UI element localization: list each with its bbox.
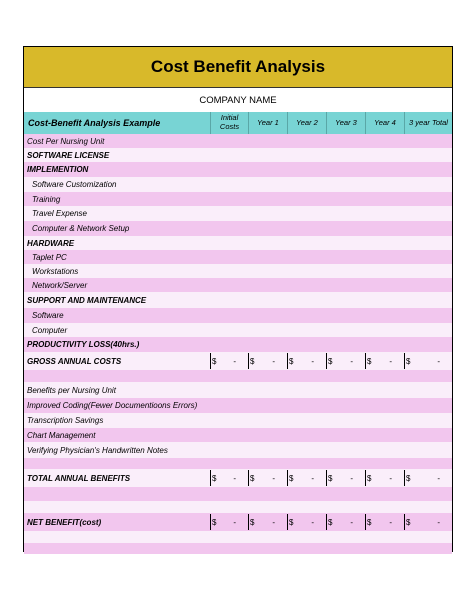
cell-value: -: [437, 356, 440, 366]
total-cell[interactable]: [404, 513, 452, 531]
table-row: [24, 458, 452, 469]
row-label: Improved Coding(Fewer Documentioons Errors): [27, 401, 198, 410]
cell-value: -: [350, 356, 353, 366]
currency-symbol: $: [289, 473, 294, 483]
row-label: SOFTWARE LICENSE: [27, 150, 110, 160]
table-row: [24, 177, 452, 192]
row-label: Network/Server: [32, 280, 88, 290]
total-cell[interactable]: [287, 352, 326, 370]
currency-symbol: $: [212, 517, 217, 527]
total-cell[interactable]: [287, 513, 326, 531]
table-row: [24, 398, 452, 413]
table-row: [24, 308, 452, 323]
row-label: TOTAL ANNUAL BENEFITS: [27, 473, 131, 483]
table-row: [24, 162, 452, 177]
total-cell[interactable]: [404, 469, 452, 487]
total-cell[interactable]: [210, 352, 248, 370]
table-row: [24, 323, 452, 337]
cell-value: -: [272, 473, 275, 483]
currency-symbol: $: [212, 356, 217, 366]
total-cell[interactable]: [365, 469, 404, 487]
table-row: [24, 469, 452, 487]
cell-value: -: [311, 356, 314, 366]
row-label: GROSS ANNUAL COSTS: [27, 356, 122, 366]
row-label: Chart Management: [27, 430, 96, 440]
column-header-year-2: Year 2: [287, 112, 326, 134]
table-row: [24, 236, 452, 250]
cell-value: -: [233, 356, 236, 366]
row-label: Cost Per Nursing Unit: [27, 136, 105, 146]
cell-value: -: [350, 473, 353, 483]
table-row: [24, 148, 452, 162]
company-name: COMPANY NAME: [199, 94, 277, 106]
currency-symbol: $: [289, 356, 294, 366]
table-row: [24, 382, 452, 398]
cell-value: -: [311, 473, 314, 483]
currency-symbol: $: [289, 517, 294, 527]
table-row: [24, 413, 452, 428]
currency-symbol: $: [250, 517, 255, 527]
total-cell[interactable]: [365, 513, 404, 531]
table-row: [24, 543, 452, 554]
cell-value: -: [389, 473, 392, 483]
currency-symbol: $: [406, 356, 411, 366]
total-cell[interactable]: [248, 352, 287, 370]
cell-value: -: [389, 356, 392, 366]
page-title: Cost Benefit Analysis: [150, 57, 326, 76]
cell-value: -: [233, 517, 236, 527]
table-row: [24, 531, 452, 543]
total-cell[interactable]: [287, 469, 326, 487]
table-row: [24, 487, 452, 501]
cell-value: -: [272, 356, 275, 366]
currency-symbol: $: [406, 517, 411, 527]
currency-symbol: $: [212, 473, 217, 483]
row-label: PRODUCTIVITY LOSS(40hrs.): [27, 340, 140, 349]
total-cell[interactable]: [326, 352, 365, 370]
currency-symbol: $: [250, 473, 255, 483]
total-cell[interactable]: [326, 513, 365, 531]
table-row: [24, 250, 452, 264]
column-header-year-1: Year 1: [248, 112, 287, 134]
total-cell[interactable]: [326, 469, 365, 487]
table-row: [24, 352, 452, 370]
table-row: [24, 134, 452, 148]
total-cell[interactable]: [210, 469, 248, 487]
table-row: [24, 192, 452, 206]
cell-value: -: [389, 517, 392, 527]
total-cell[interactable]: [365, 352, 404, 370]
table-row: [24, 264, 452, 278]
table-row: [24, 442, 452, 458]
table-row: [24, 501, 452, 513]
table-row: [24, 292, 452, 308]
total-cell[interactable]: [210, 513, 248, 531]
total-cell[interactable]: [404, 352, 452, 370]
table-row: [24, 428, 452, 442]
column-header-year-4: Year 4: [365, 112, 404, 134]
currency-symbol: $: [328, 473, 333, 483]
cell-value: -: [437, 517, 440, 527]
row-label: Computer & Network Setup: [32, 224, 130, 233]
currency-symbol: $: [367, 473, 372, 483]
currency-symbol: $: [328, 356, 333, 366]
table-row: [24, 221, 452, 236]
row-label: NET BENEFIT(cost): [27, 517, 102, 527]
row-label: Software: [32, 311, 64, 320]
row-label: IMPLEMENTION: [27, 165, 89, 174]
column-header-year-3: Year 3: [326, 112, 365, 134]
currency-symbol: $: [328, 517, 333, 527]
currency-symbol: $: [367, 517, 372, 527]
cell-value: -: [437, 473, 440, 483]
cell-value: -: [350, 517, 353, 527]
cell-value: -: [311, 517, 314, 527]
table-row: [24, 337, 452, 352]
table-row: [24, 206, 452, 221]
table-row: [24, 278, 452, 292]
cell-value: -: [233, 473, 236, 483]
row-label: SUPPORT AND MAINTENANCE: [27, 295, 147, 305]
row-label: Taplet PC: [32, 252, 67, 262]
title-bar: [24, 47, 452, 88]
table-header: [24, 112, 452, 134]
row-label: Training: [32, 194, 61, 204]
column-header-3-year-total: 3 year Total: [404, 112, 452, 134]
cell-value: -: [272, 517, 275, 527]
row-label: Software Customization: [32, 180, 117, 189]
currency-symbol: $: [250, 356, 255, 366]
currency-symbol: $: [367, 356, 372, 366]
total-cell[interactable]: [248, 513, 287, 531]
table-row: [24, 370, 452, 382]
currency-symbol: $: [406, 473, 411, 483]
row-label: Benefits per Nursing Unit: [27, 385, 116, 395]
column-header-initial-costs: Initial Costs: [210, 112, 248, 134]
row-label: Verifying Physician's Handwritten Notes: [27, 445, 168, 455]
total-cell[interactable]: [248, 469, 287, 487]
row-label: HARDWARE: [27, 238, 75, 248]
spreadsheet: [23, 46, 453, 552]
row-label: Computer: [32, 325, 68, 335]
header-label: Cost-Benefit Analysis Example: [28, 118, 161, 128]
row-label: Transcription Savings: [27, 416, 104, 425]
table-row: [24, 513, 452, 531]
row-label: Travel Expense: [32, 209, 87, 218]
row-label: Workstations: [32, 266, 79, 276]
